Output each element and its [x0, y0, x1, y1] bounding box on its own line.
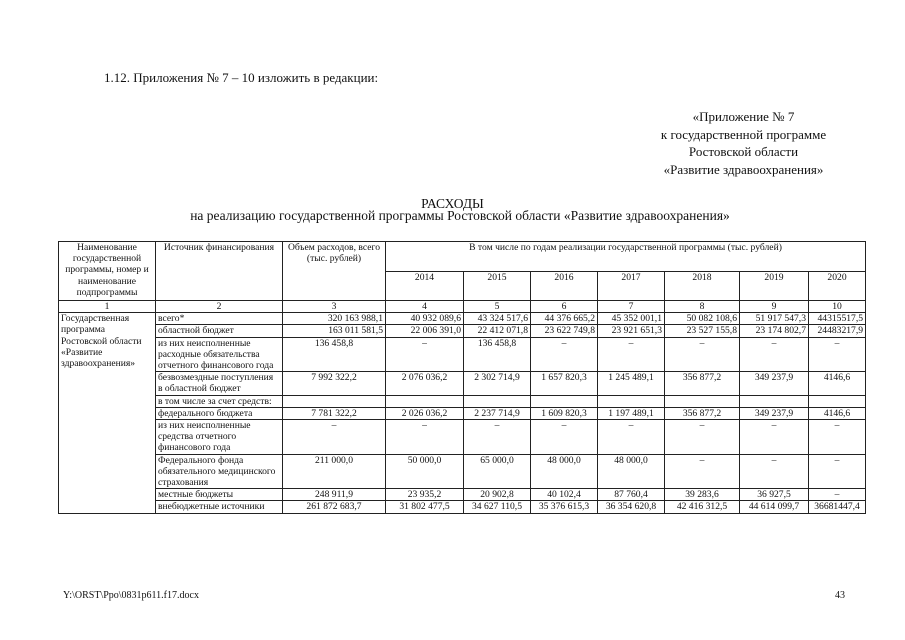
column-number: 8	[665, 301, 740, 313]
row-year-value: 35 376 615,3	[531, 501, 598, 513]
row-source: местные бюджеты	[156, 489, 283, 501]
row-year-value: 2 026 036,2	[386, 407, 464, 419]
row-year-value: –	[740, 337, 809, 372]
row-year-value: 349 237,9	[740, 407, 809, 419]
row-year-value: –	[665, 337, 740, 372]
row-year-value: 2 076 036,2	[386, 372, 464, 395]
row-year-value: 23 622 749,8	[531, 325, 598, 337]
row-year-value: 24483217,9	[809, 325, 866, 337]
row-year-value: 34 627 110,5	[464, 501, 531, 513]
table-row	[59, 454, 866, 489]
row-year-value: 23 935,2	[386, 489, 464, 501]
row-year-value: 42 416 312,5	[665, 501, 740, 513]
column-number: 7	[598, 301, 665, 313]
row-year-value: 45 352 001,1	[598, 313, 665, 325]
column-number: 6	[531, 301, 598, 313]
row-year-value: 22 006 391,0	[386, 325, 464, 337]
row-source: из них неисполненные средства отчетного финансового года	[156, 420, 283, 455]
column-number: 1	[59, 301, 156, 313]
header-year: 2015	[464, 271, 531, 301]
header-volume: Объем расходов, всего (тыс. рублей)	[283, 242, 386, 301]
row-year-value: 4146,6	[809, 372, 866, 395]
row-year-value: 40 102,4	[531, 489, 598, 501]
table-row	[59, 420, 866, 455]
column-number-row	[59, 301, 866, 313]
header-year: 2014	[386, 271, 464, 301]
row-year-value: 51 917 547,3	[740, 313, 809, 325]
header-year: 2020	[809, 271, 866, 301]
row-year-value: 36 927,5	[740, 489, 809, 501]
footer-file-path: Y:\ORST\Ppo\0831p611.f17.docx	[63, 590, 199, 601]
row-year-value: 48 000,0	[531, 454, 598, 489]
row-year-value	[598, 395, 665, 407]
row-year-value: –	[809, 420, 866, 455]
row-year-value	[464, 395, 531, 407]
appendix-line: к государственной программе	[660, 126, 827, 142]
column-number: 3	[283, 301, 386, 313]
table-row	[59, 501, 866, 513]
row-total: 7 781 322,2	[283, 407, 386, 419]
row-total: 163 011 581,5	[283, 325, 386, 337]
row-year-value: 48 000,0	[598, 454, 665, 489]
column-number: 2	[156, 301, 283, 313]
table-row	[59, 395, 866, 407]
row-year-value: 349 237,9	[740, 372, 809, 395]
header-year: 2018	[665, 271, 740, 301]
row-year-value: 1 245 489,1	[598, 372, 665, 395]
row-year-value: 40 932 089,6	[386, 313, 464, 325]
row-year-value	[531, 395, 598, 407]
row-year-value: –	[386, 337, 464, 372]
row-year-value: 36 354 620,8	[598, 501, 665, 513]
row-year-value: –	[665, 420, 740, 455]
row-year-value: 50 000,0	[386, 454, 464, 489]
row-total: 136 458,8	[283, 337, 386, 372]
row-source: из них неисполненные расходные обязательства отчетного финансового года	[156, 337, 283, 372]
appendix-line: Ростовской области	[688, 144, 799, 159]
row-year-value: –	[740, 420, 809, 455]
row-year-value: 44 376 665,2	[531, 313, 598, 325]
row-year-value: 20 902,8	[464, 489, 531, 501]
table-row	[59, 325, 866, 337]
appendix-line: «Развитие здравоохранения»	[663, 161, 824, 177]
row-year-value: –	[464, 420, 531, 455]
row-year-value: –	[531, 420, 598, 455]
row-source: в том числе за счет средств:	[156, 395, 283, 407]
row-year-value: 356 877,2	[665, 372, 740, 395]
row-year-value: 1 657 820,3	[531, 372, 598, 395]
header-by-years: В том числе по годам реализации государственной программы (тыс. рублей)	[386, 242, 866, 272]
column-number: 4	[386, 301, 464, 313]
header-row	[59, 242, 866, 272]
row-year-value: –	[598, 420, 665, 455]
row-total: 320 163 988,1	[283, 313, 386, 325]
document-subtitle: на реализацию государственной программы Ростовской области «Развитие здравоохранения»	[190, 208, 730, 223]
row-year-value: 2 302 714,9	[464, 372, 531, 395]
row-year-value: 87 760,4	[598, 489, 665, 501]
row-year-value: 136 458,8	[464, 337, 531, 372]
row-year-value: –	[740, 454, 809, 489]
row-total	[283, 395, 386, 407]
header-name: Наименование государственной программы, номер и наименование подпрограммы	[59, 242, 156, 301]
program-name: Государственная программа Ростовской области «Развитие здравоохранения»	[59, 313, 156, 513]
header-year: 2016	[531, 271, 598, 301]
row-source: областной бюджет	[156, 325, 283, 337]
row-year-value: 44 614 099,7	[740, 501, 809, 513]
row-total: 211 000,0	[283, 454, 386, 489]
row-year-value: 356 877,2	[665, 407, 740, 419]
row-year-value: 4146,6	[809, 407, 866, 419]
row-year-value	[809, 395, 866, 407]
row-year-value: 50 082 108,6	[665, 313, 740, 325]
row-year-value: 23 921 651,3	[598, 325, 665, 337]
appendix-header	[600, 108, 887, 178]
header-year: 2019	[740, 271, 809, 301]
row-year-value: 39 283,6	[665, 489, 740, 501]
row-year-value: –	[386, 420, 464, 455]
table-row	[59, 489, 866, 501]
row-year-value: 44315517,5	[809, 313, 866, 325]
table-row	[59, 313, 866, 325]
appendix-line: «Приложение № 7	[692, 109, 795, 124]
row-total: –	[283, 420, 386, 455]
row-year-value: 22 412 071,8	[464, 325, 531, 337]
row-year-value: 2 237 714,9	[464, 407, 531, 419]
intro-paragraph: 1.12. Приложения № 7 – 10 изложить в редакции:	[104, 70, 379, 85]
row-year-value: 1 197 489,1	[598, 407, 665, 419]
row-source: Федерального фонда обязательного медицинского страхования	[156, 454, 283, 489]
row-year-value: 36681447,4	[809, 501, 866, 513]
table-row	[59, 372, 866, 395]
row-source: всего*	[156, 313, 283, 325]
row-year-value: 65 000,0	[464, 454, 531, 489]
row-year-value: –	[598, 337, 665, 372]
row-year-value	[665, 395, 740, 407]
column-number: 10	[809, 301, 866, 313]
row-year-value: 1 609 820,3	[531, 407, 598, 419]
row-total: 248 911,9	[283, 489, 386, 501]
row-year-value: 43 324 517,6	[464, 313, 531, 325]
table-row	[59, 407, 866, 419]
header-source: Источник финансирования	[156, 242, 283, 301]
row-year-value: –	[809, 454, 866, 489]
table-row	[59, 337, 866, 372]
row-year-value: –	[665, 454, 740, 489]
row-year-value: 23 527 155,8	[665, 325, 740, 337]
header-year: 2017	[598, 271, 665, 301]
row-year-value: 31 802 477,5	[386, 501, 464, 513]
row-year-value: 23 174 802,7	[740, 325, 809, 337]
row-total: 261 872 683,7	[283, 501, 386, 513]
expenses-table	[58, 241, 866, 514]
row-source: внебюджетные источники	[156, 501, 283, 513]
row-source: федерального бюджета	[156, 407, 283, 419]
row-total: 7 992 322,2	[283, 372, 386, 395]
row-source: безвозмездные поступления в областной бюджет	[156, 372, 283, 395]
page-number: 43	[835, 590, 845, 601]
column-number: 5	[464, 301, 531, 313]
row-year-value: –	[531, 337, 598, 372]
row-year-value	[740, 395, 809, 407]
row-year-value: –	[809, 337, 866, 372]
row-year-value	[386, 395, 464, 407]
row-year-value: –	[809, 489, 866, 501]
column-number: 9	[740, 301, 809, 313]
document-title: РАСХОДЫ	[421, 196, 484, 211]
